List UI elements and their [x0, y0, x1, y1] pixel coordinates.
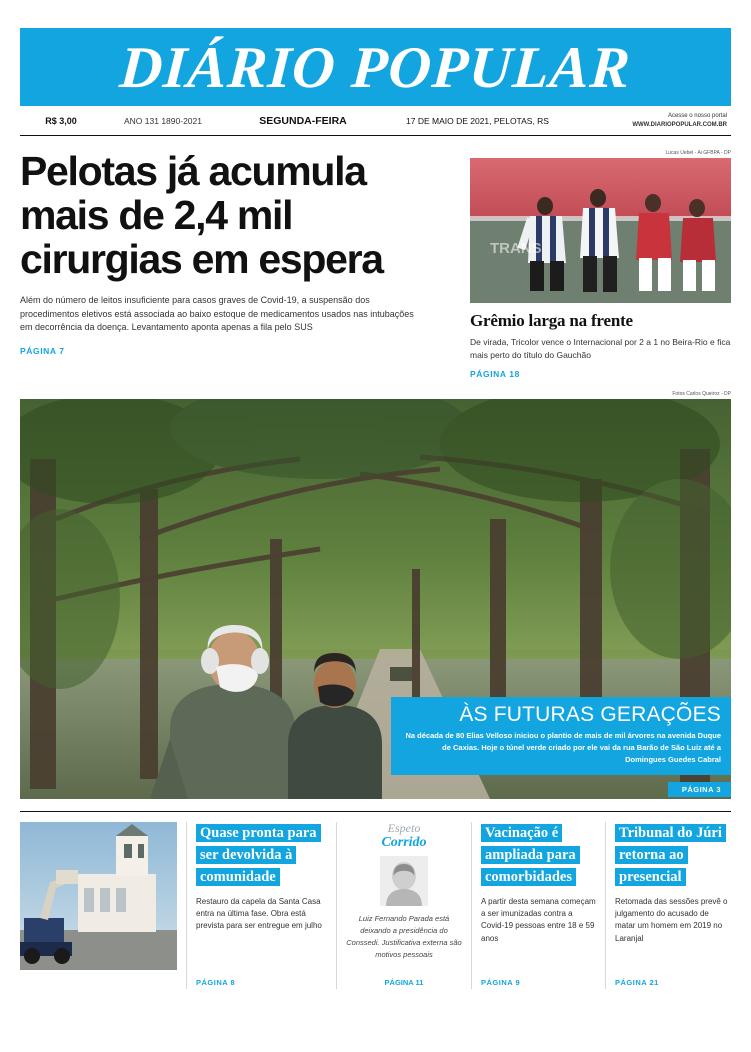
bottom-headline: Quase pronta para ser devolvida à comunidade: [196, 824, 321, 886]
bottom-text: Restauro da capela da Santa Casa entra na última fase. Obra está prevista para ser entregue em julho: [196, 896, 322, 931]
bottom-strip: [20, 811, 731, 989]
columnist-avatar: [380, 856, 428, 906]
bottom-page-ref: PÁGINA 8: [196, 977, 236, 987]
lead-story: [20, 150, 454, 379]
edition-year-label: ANO 131 1890-2021: [124, 115, 202, 126]
lead-headline: Pelotas já acumula mais de 2,4 mil cirurgias em espera: [20, 148, 383, 282]
sports-photo: [470, 158, 731, 303]
santa-casa-photo: [20, 822, 177, 970]
column-text: Luiz Fernando Parada está deixando a presidência do Conssedi. Justificativa externa são motivos pessoais: [346, 914, 462, 960]
bottom-photo-cell: [20, 822, 186, 989]
top-section: [20, 150, 731, 379]
sports-page-ref: PÁGINA 18: [470, 368, 520, 379]
main-photo-page-ref: PÁGINA 3: [668, 782, 731, 797]
lead-page-ref: PÁGINA 7: [20, 346, 65, 357]
main-photo-overlay-text: Na década de 80 Elias Velloso iniciou o plantio de mais de mil árvores na avenida Duque de Caxias. Hoje o túnel verde criado por ele vai da rua Barão de São Luiz até a Domingues Guedes Cabral: [405, 731, 721, 765]
column-kicker: Espeto: [387, 820, 421, 835]
info-bar: [20, 106, 731, 136]
main-photo: [20, 399, 731, 799]
masthead: [20, 28, 731, 106]
bottom-story-vacinacao: [471, 822, 605, 989]
date-label: 17 DE MAIO DE 2021, PELOTAS, RS: [406, 115, 549, 126]
bottom-story-santa-casa: [186, 822, 336, 989]
sports-story: [470, 150, 731, 379]
sports-photo-credit: Lucas Uebel - Ai GFBPA - DP: [665, 150, 731, 156]
masthead-title: DIÁRIO POPULAR: [117, 33, 634, 100]
sports-headline: Grêmio larga na frente: [470, 311, 633, 330]
main-photo-credit: Fotos Carlos Queiroz - DP: [672, 390, 731, 397]
weekday-label: SEGUNDA-FEIRA: [259, 114, 347, 127]
column-page-ref: PÁGINA 11: [384, 977, 424, 987]
column-title: Corrido: [381, 834, 427, 850]
columnist-avatar-art: [380, 856, 428, 906]
santa-casa-photo-art: [20, 822, 177, 970]
website-tagline: Acesse o nosso portal: [667, 112, 727, 119]
newspaper-front-page: [0, 28, 751, 1052]
lead-deck: Além do número de leitos insuficiente para casos graves de Covid-19, a suspensão dos procedimentos eletivos está associada ao baixo estoque de medicamentos usados nas intubações em decorrência da doença. Levantamento aponta apenas a fila pelo SUS: [20, 294, 414, 333]
main-photo-overlay: [391, 697, 731, 775]
svg-text:TRANS: TRANS: [490, 240, 542, 257]
bottom-page-ref: PÁGINA 9: [481, 977, 521, 987]
main-photo-overlay-title: ÀS FUTURAS GERAÇÕES: [459, 702, 721, 726]
sports-subtext: De virada, Tricolor vence o Internacional por 2 a 1 no Beira-Rio e fica mais perto do título do Gauchão: [470, 337, 731, 360]
bottom-text: A partir desta semana começam a ser imunizadas contra a Covid-19 pessoas entre 18 e 59 anos: [481, 896, 596, 943]
price-label: R$ 3,00: [45, 115, 77, 126]
bottom-headline: Tribunal do Júri retorna ao presencial: [615, 824, 726, 886]
bottom-text: Retomada das sessões prevê o julgamento do acusado de matar um homem em 2019 no Laranjal: [615, 896, 728, 943]
bottom-headline: Vacinação é ampliada para comorbidades: [481, 824, 580, 886]
sports-photo-art: [470, 158, 731, 303]
bottom-story-tribunal: [605, 822, 731, 989]
bottom-column-espeto: [336, 822, 471, 989]
website-url: WWW.DIARIOPOPULAR.COM.BR: [632, 121, 727, 128]
bottom-page-ref: PÁGINA 21: [615, 977, 659, 987]
website-info: [577, 112, 727, 130]
